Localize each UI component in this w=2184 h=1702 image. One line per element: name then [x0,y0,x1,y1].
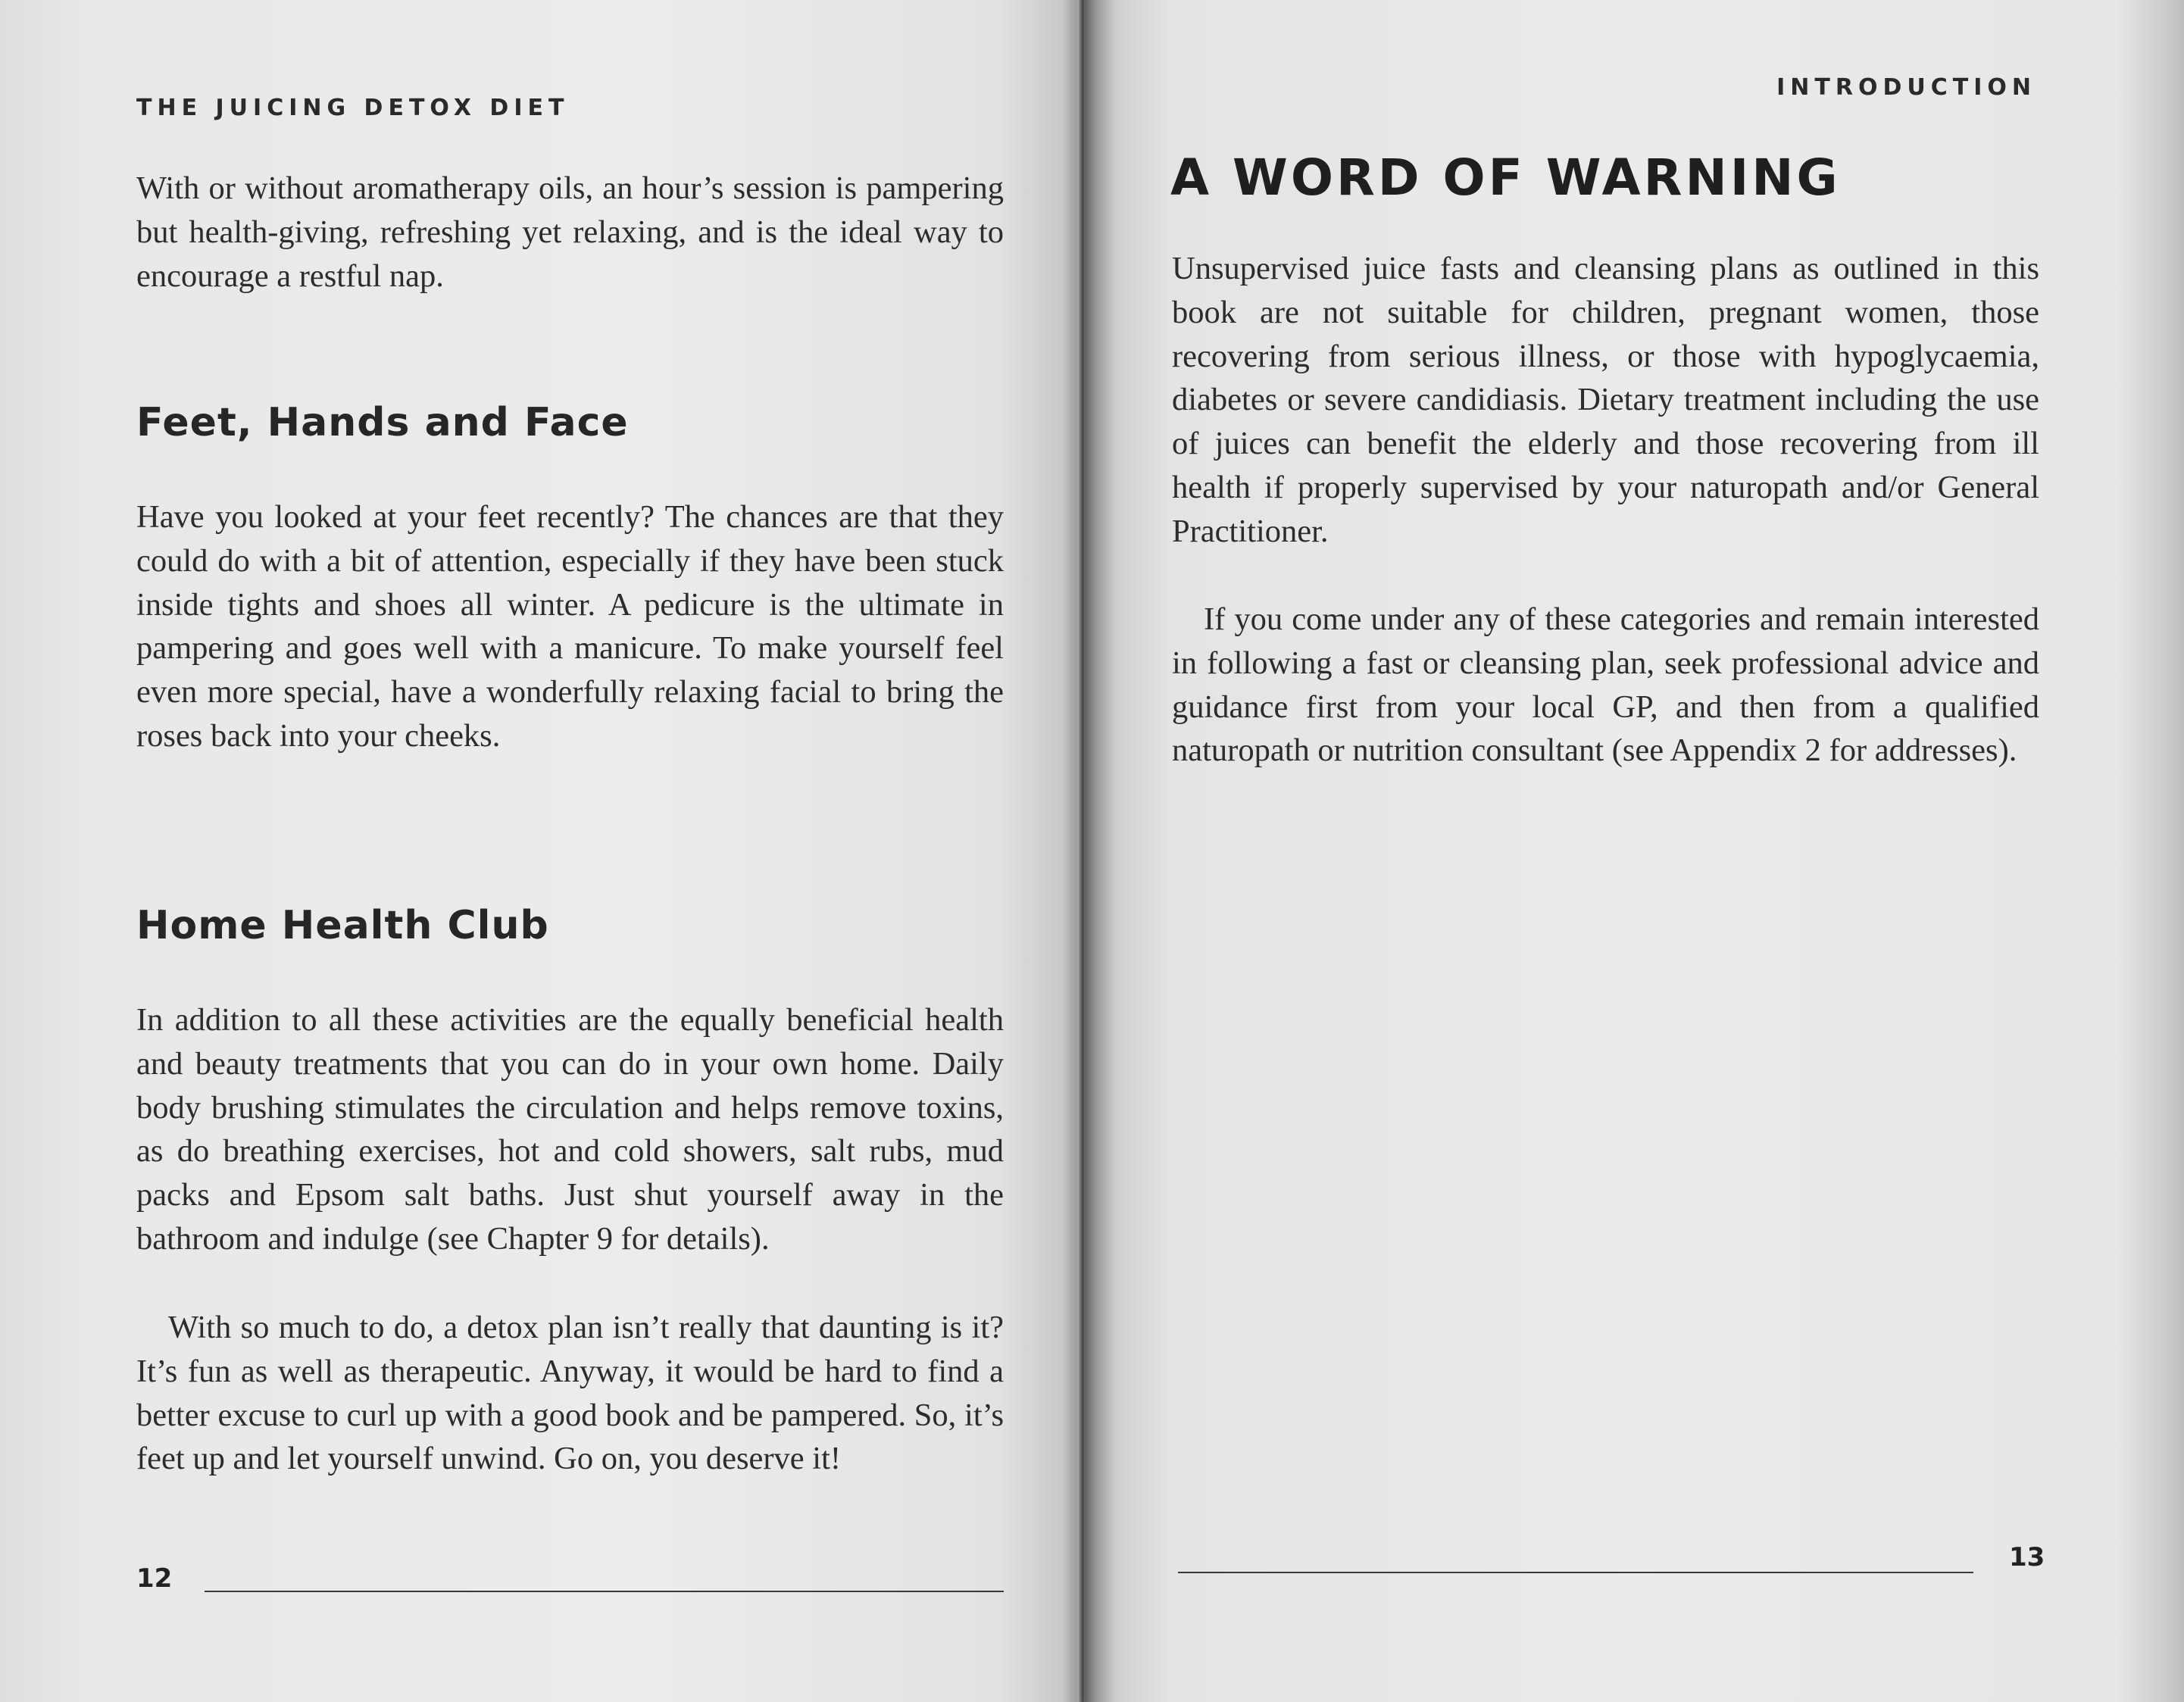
right-page [1083,0,2184,1702]
running-head-left: THE JUICING DETOX DIET [136,95,570,121]
warning-paragraph: If you come under any of these categories and remain interested in following a fast or cleansing plan, seek professional advice and guidance first from your local GP, and then from a qualified naturopath or nutrition consultant (see Appendix 2 for addresses). [1172,601,2039,769]
page-number-left: 12 [136,1563,173,1594]
intro-paragraph: With or without aromatherapy oils, an hour’s session is pampering but health-giving, refreshing yet relaxing, and is the ideal way to encourage a restful nap. [136,170,1004,294]
footer-rule-right [1178,1572,1973,1573]
page-number-right: 13 [2009,1542,2045,1572]
section-heading-home-health-club: Home Health Club [136,903,549,948]
page-title: A WORD OF WARNING [1170,148,1841,207]
warning-paragraph: Unsupervised juice fasts and cleansing plans as outlined in this book are not suitable for children, pregnant women, those recovering from serious illness, or those with hypoglycaemia, diabetes or severe candidiasis. Dietary treatment including the use of juices can benefit the elderly and those recovering from ill health if properly supervised by your naturopath and/or General Practitioner. [1172,251,2039,549]
section-paragraph: In addition to all these activities are the equally beneficial health and beauty treatments that you can do in your own home. Daily body brushing stimulates the circulation and helps remove toxins, as do breathing exercises, hot and cold showers, salt rubs, mud packs and Epsom salt baths. Just shut yourself away in the bathroom and indulge (see Chapter 9 for details). [136,1002,1004,1257]
footer-rule-left [205,1591,1004,1592]
left-page [0,0,1083,1702]
section-paragraph: Have you looked at your feet recently? The chances are that they could do with a bit of attention, especially if they have been stuck inside tights and shoes all winter. A pedicure is the ultimate in pampering and goes well with a manicure. To make yourself feel even more special, have a wonderfully relaxing facial to bring the roses back into your cheeks. [136,499,1004,754]
section-paragraph: With so much to do, a detox plan isn’t really that daunting is it? It’s fun as well as therapeutic. Anyway, it would be hard to find a better excuse to curl up with a good book and be pampered. So, it’s feet up and let yourself unwind. Go on, you deserve it! [136,1310,1004,1477]
running-head-right: INTRODUCTION [1776,74,2036,101]
section-heading-feet-hands-face: Feet, Hands and Face [136,400,629,445]
